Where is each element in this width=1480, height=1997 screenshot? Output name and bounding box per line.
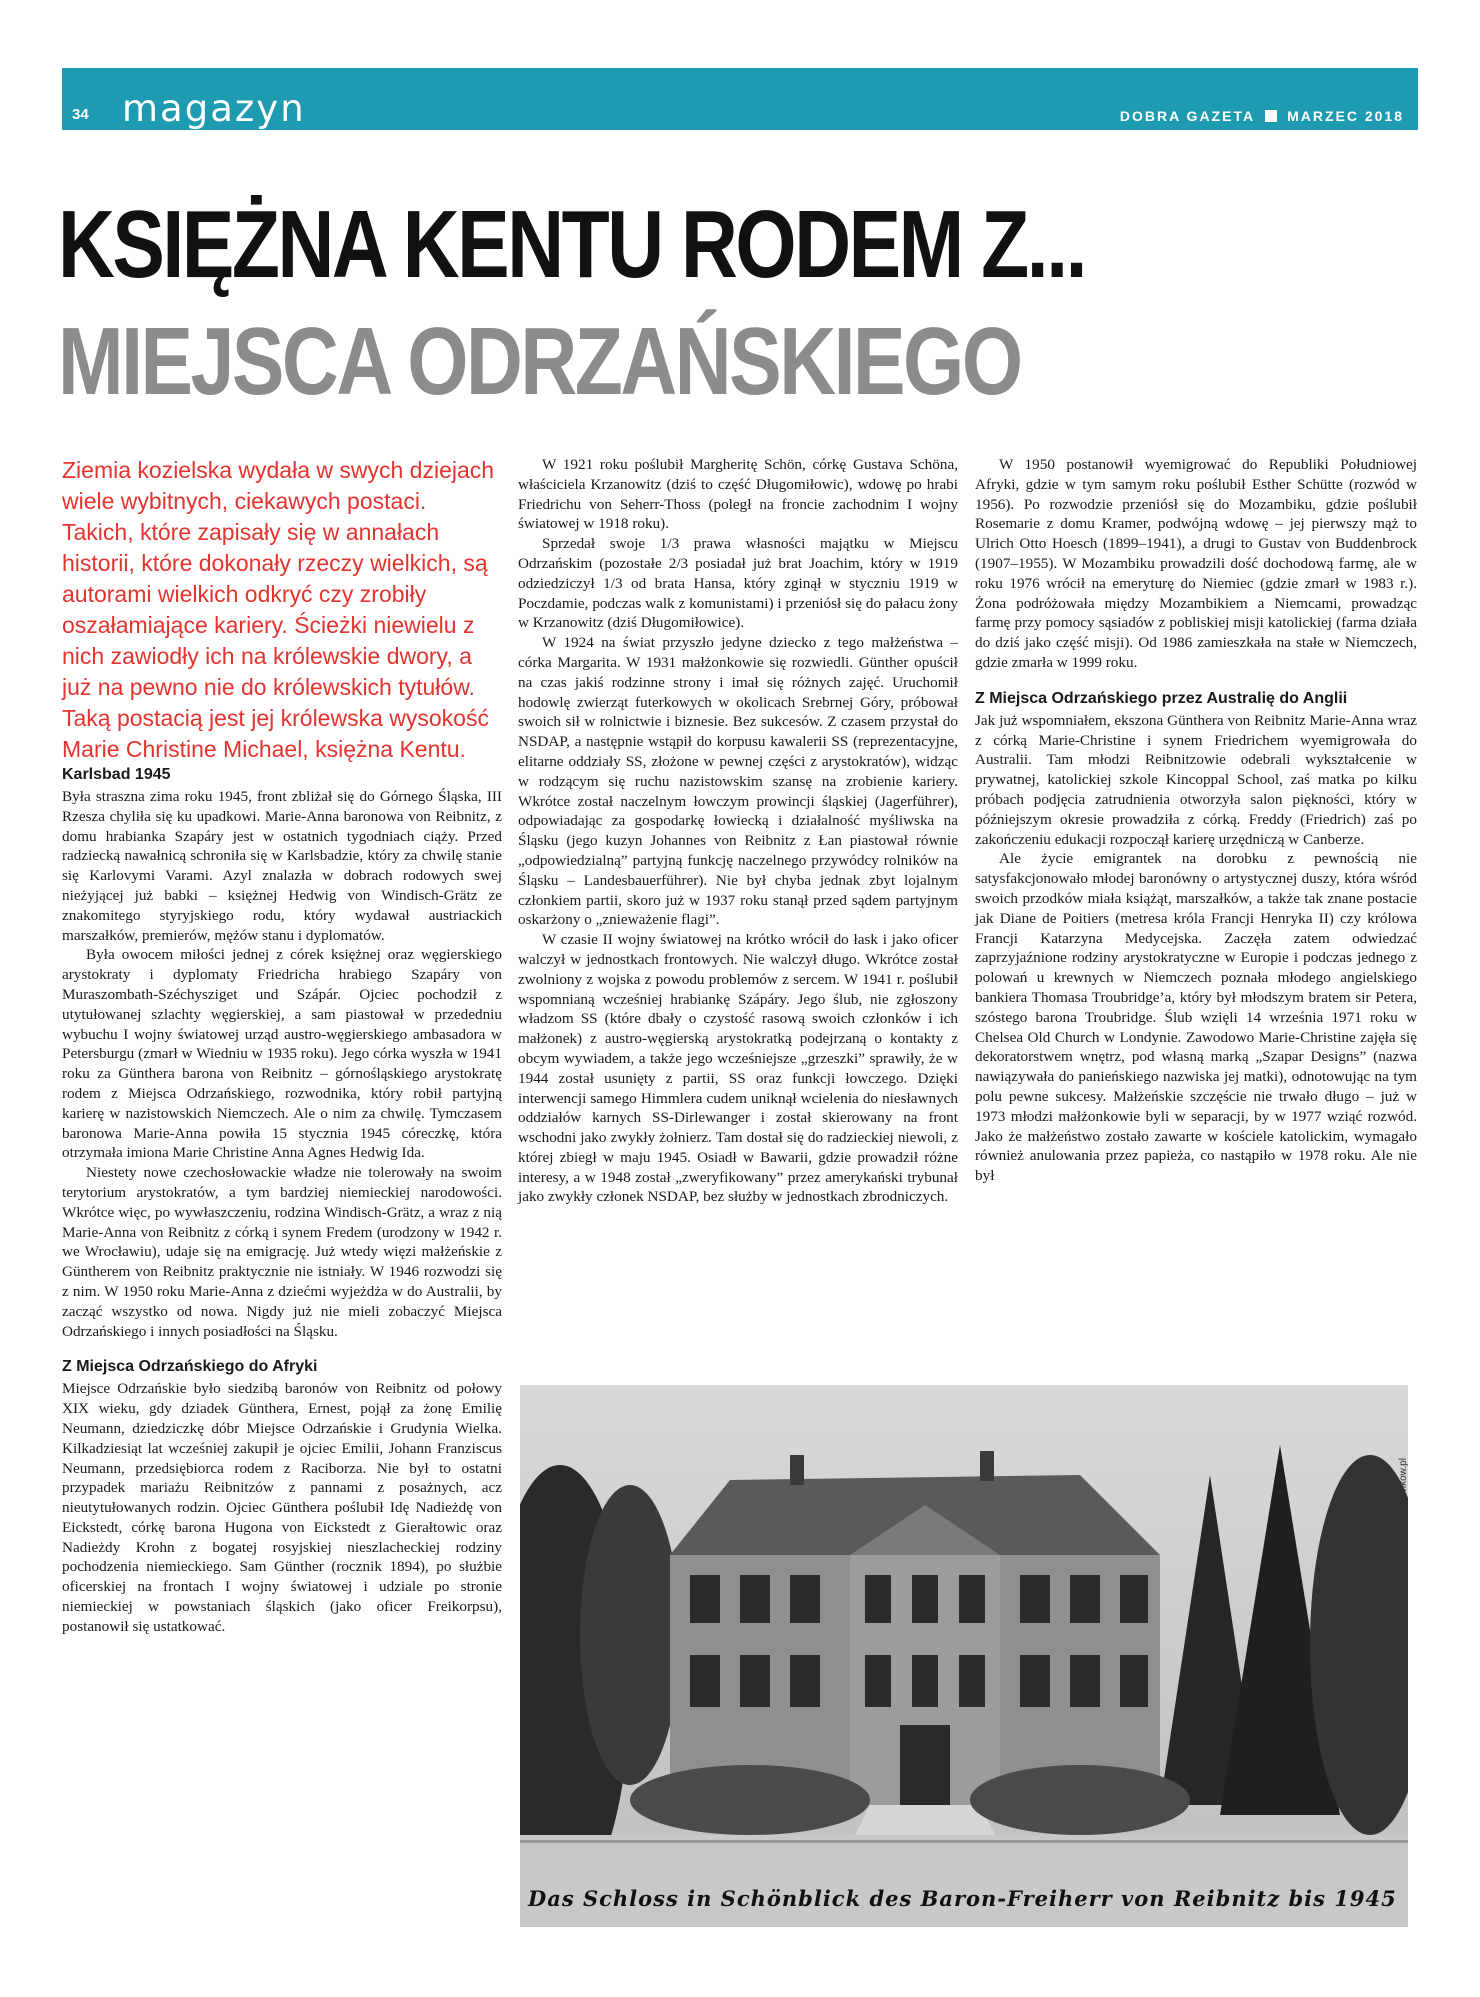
article-column-2 [518,455,958,1207]
publication-name: DOBRA GAZETA [1119,108,1256,124]
paragraph: Była straszna zima roku 1945, front zbliżał się do Górnego Śląska, III Rzesza chyliła się ku upadkowi. Marie-Anna baronowa von Reibnitz, z domu hrabianka Szapáry jest w ostatnich tygodniach ciąży. Przed radziecką nawałnicą schroniła się w Karlsbadzie, który za chwilę stanie się Karlovymi Varami. Azyl znalazła w dobrach rodowych swej nieżyjącej już babki – księżnej Hedwig von Windisch-Grätz ze znakomitego styryjskiego rodu, który wydawał austriackich marszałków, premierów, mężów stanu i dyplomatów. [62,788,502,944]
article-column-3 [975,455,1417,1186]
photo-credit: www.slawikow.pl [1398,1458,1409,1532]
article-title-line2: MIEJSCA ODRZAŃSKIEGO [58,308,1021,415]
manor-photo [520,1385,1408,1927]
photo-caption: Das Schloss in Schönblick des Baron-Freiherr von Reibnitz bis 1945 [528,1886,1397,1911]
separator-square-icon [1265,110,1277,122]
article-title-line1: KSIĘŻNA KENTU RODEM Z... [58,191,1086,298]
issue-date: MARZEC 2018 [1287,108,1404,124]
subheading-afryka: Z Miejsca Odrzańskiego do Afryki [62,1358,318,1376]
paragraph: W 1924 na świat przyszło jedyne dziecko z tego małżeństwa – córka Margarita. W 1931 małżonkowie się rozwiedli. Günther opuścił na czas jakiś rodzinne strony i imał się różnych zajęć. Uruchomił hodowlę zwierząt futerkowych w okolicach Srebrnej Góry, próbował swoich sił w rolnictwie i biznesie. Bez sukcesów. Z czasem przystał do NSDAP, a następnie wstąpił do korpusu kawalerii SS (reprezentacyjne, elitarne oddziały SS, złożone w pewnej części z arystokratów), widząc w rodzącym się ruchu nazistowskim szansę na zrobienie kariery. Wkrótce został naczelnym łowczym prowincji śląskiej (Jagerführer), odpowiadając za gospodarkę łowiecką i działalność myśliwska na Śląsku (jego kuzyn Johannes von Reibnitz z Łan piastował równie „odpowiedzialną” partyjną funkcję naczelnego przywódcy rolników na Śląsku – Landesbauerführer). Nie był chyba jednak zbyt lojalnym członkiem partii, skoro już w 1937 roku stanął przed sądem partyjnym oskarżony o „znieważenie flagi”. [518,634,958,929]
paragraph: Jak już wspomniałem, ekszona Günthera von Reibnitz Marie-Anna wraz z córką Marie-Christine i synem Friedrichem wyemigrowała do Australii. Tam młodzi Reibnitzowie odebrali wykształcenie w prywatnej, katolickiej szkole Kincoppal School, zaś matka po kilku próbach podjęcia zatrudnienia otworzyła salon piękności, który w późniejszym okresie prowadziła z córką. Freddy (Friedrich) zaś po zakończeniu edukacji rozpoczął karierę urzędniczą w Canberze. [975,711,1417,848]
section-name: magazyn [122,87,306,130]
paragraph: W czasie II wojny światowej na krótko wrócił do łask i jako oficer walczył w jednostkach frontowych. Nie walczył długo. Wkrótce został zwolniony z wojska z powodu problemów z sercem. W 1941 r. poślubił wspomnianą wcześniej hrabiankę Szápáry. Jego ślub, nie zgłoszony władzom SS (które dbały o czystość rasową swoich członków i ich małżonek) z austro-węgierską arystokratką podejrzaną o kontakty z obcym wywiadem, a także jego wcześniejsze „grzeszki” sprawiły, że w 1944 został usunięty z partii, SS oraz funkcji łowczego. Dzięki interwencji samego Himmlera cudem uniknął wcielenia do niesławnych oddziałów karnych SS-Dirlewanger i został skierowany na front wschodni jako zwykły żołnierz. Tam dostał się do radzieckiej niewoli, z której zbiegł w maju 1945. Osiadł w Bawarii, gdzie prowadził różne interesy, a w 1948 został „zweryfikowany” przez amerykański trybunał jako zwykły członek NSDAP, bez służby w jednostkach zbrodniczych. [518,931,958,1206]
header-bar [62,68,1418,130]
paragraph: Niestety nowe czechosłowackie władze nie tolerowały na swoim terytorium arystokratów, a tym bardziej niemieckiej narodowości. Wkrótce więc, po wywłaszczeniu, rodzina Windisch-Grätz, a wraz z nią Marie-Anna von Reibnitz z córką i synem Fredem (urodzony w 1942 r. we Wrocławiu), udaje się na emigrację. Już wtedy więzi małżeńskie z Güntherem von Reibnitz praktycznie nie istniały. W 1946 rozwodzi się z nim. W 1950 roku Marie-Anna z dziećmi wyjeżdża w do Australii, by zacząć wszystko od nowa. Nigdy już nie mieli zobaczyć Miejsca Odrzańskiego i innych posiadłości na Śląsku. [62,1164,502,1340]
paragraph: Sprzedał swoje 1/3 prawa własności majątku w Miejscu Odrzańskim (pozostałe 2/3 posiadał już brat Joachim, który w 1919 odziedziczył 1/3 od brata Hansa, który zginął w styczniu 1919 w Poczdamie, podczas walk z komunistami) i przeniósł się do pałacu żony w Krzanowitz (dziś Długomiłowice). [518,535,958,632]
paragraph: W 1950 postanowił wyemigrować do Republiki Południowej Afryki, gdzie w tym samym roku poślubił Esther Schütte (rozwód w 1956). Po rozwodzie przeniósł się do Mozambiku, gdzie poślubił Rosemarie z domu Kramer, podwójną wdowę – jej pierwszy mąż to Ulrich Otto Hoesch (1899–1941), a drugi to Gustav von Buddenbrock (1907–1955). W Mozambiku prowadzili dość dochodową farmę, ale w roku 1976 wrócił na emeryturę do Niemiec (gdzie zmarł w 1983 r.). Żona podróżowała między Mozambikiem a Niemcami, prowadząc farmę przy pomocy sąsiadów z pobliskiej misji katolickiej (farma działa do dziś jako część misji). Od 1986 zamieszkała na stałe w Niemczech, gdzie zmarła w 1999 roku. [975,456,1417,671]
paragraph: Ale życie emigrantek na dorobku z pewnością nie satysfakcjonowało młodej baronówny o artystycznej duszy, która wśród swoich przodków miała książąt, marszałków, a także tak znane postacie jak Diane de Poitiers (metresa króla Francji Henryka II) czy królowa Francji Katarzyna Medycejska. Zaczęła zatem odwiedzać zaprzyjaźnione rodziny arystokratyczne w Europie i podczas jednego z polowań u krewnych w Niemczech poznała młodego angielskiego bankiera Thomasa Troubridge’a, który był młodszym bratem sir Petera, szóstego barona Troubridge. Ślub wzięli 14 września 1971 roku w Chelsea Old Church w Londynie. Zawodowo Marie-Christine zajęła się dekoratorstwem wnętrz, pod własną marką „Szapar Designs” (nazwa nawiązywała do panieńskiego nazwiska jej matki), odnotowując na tym polu pewne sukcesy. Małżeńskie szczęście nie trwało długo – już w 1973 młodzi małżonkowie byli w separacji, by w 1977 wziąć rozwód. Jako że małżeństwo zostało zawarte w kościele katolickim, wymagało również anulowania przez papieża, co nastąpiło w 1978 roku. Ale nie był [975,850,1417,1185]
article-column-1 [62,455,502,1637]
article-lead: Ziemia kozielska wydała w swych dziejach wiele wybitnych, ciekawych postaci. Takich, które zapisały się w annałach historii, które dokonały rzeczy wielkich, są autorami wielkich odkryć czy zrobiły oszałamiające kariery. Ścieżki niewielu z nich zawiodły ich na królewskie dwory, a już na pewno nie do królewskich tytułów. Taką postacią jest jej królewska wysokość Marie Christine Michael, księżna Kentu. [62,457,495,762]
page-number: 34 [72,106,89,123]
publication-info [1120,108,1404,124]
paragraph: W 1921 roku poślubił Margheritę Schön, córkę Gustava Schöna, właściciela Krzanowitz (dziś to część Długomiłowic), wdowę po hrabi Friedrichu von Seherr-Thoss (poległ na froncie zachodnim I wojny światowej w 1918 roku). [518,456,958,533]
subheading-karlsbad: Karlsbad 1945 [62,766,171,783]
paragraph: Miejsce Odrzańskie było siedzibą baronów von Reibnitz od połowy XIX wieku, gdy dziadek Günthera, Ernest, pojął za żonę Emilię Neumann, dziedziczkę dóbr Miejsce Odrzańskie i Grudynia Wielka. Kilkadziesiąt lat wcześniej zakupił je ojciec Emilii, Johann Franziscus Neumann, przedsiębiorca rodem z Raciborza. Nie był to ostatni przypadek mariażu Reibnitzów z pannami z posażnych, acz nieutytułowanych rodzin. Ojciec Günthera poślubił Idę Nadieżdę von Eickstedt, córkę barona Hugona von Eickstedt z Gierałtowic oraz Nadieżdy Krohn z bogatej rosyjskiej nieszlacheckiej rodziny pochodzenia niemieckiego. Sam Günther (rocznik 1894), po służbie oficerskiej na frontach I wojny światowej i udziale po stronie niemieckiej w powstaniach śląskich (jako oficer Freikorpsu), postanowił się ustatkować. [62,1380,502,1635]
subheading-australia: Z Miejsca Odrzańskiego przez Australię do Anglii [975,689,1348,707]
manor-illustration [520,1385,1408,1927]
paragraph: Była owocem miłości jednej z córek księżnej oraz węgierskiego arystokraty i dyplomaty Friedricha hrabiego Szapáry von Muraszombath-Széchysziget und Szápár. Ojciec pochodził z utytułowanej szlachty węgierskiej, a sam piastował w przededniu wybuchu I wojny światowej urząd austro-węgierskiego ambasadora w Petersburgu (zmarł w Wiedniu w 1935 roku). Jego córka wyszła w 1941 roku za Günthera barona von Reibnitz – górnośląskiego arystokratę rodem z Miejsca Odrzańskiego, rozwodnika, który robił partyjną karierę w nazistowskich Niemczech. Ale o nim za chwilę. Tymczasem baronowa Marie-Anna powiła 15 stycznia 1945 córeczkę, która otrzymała imiona Marie Christine Anna Agnes Hedwig Ida. [62,946,502,1162]
